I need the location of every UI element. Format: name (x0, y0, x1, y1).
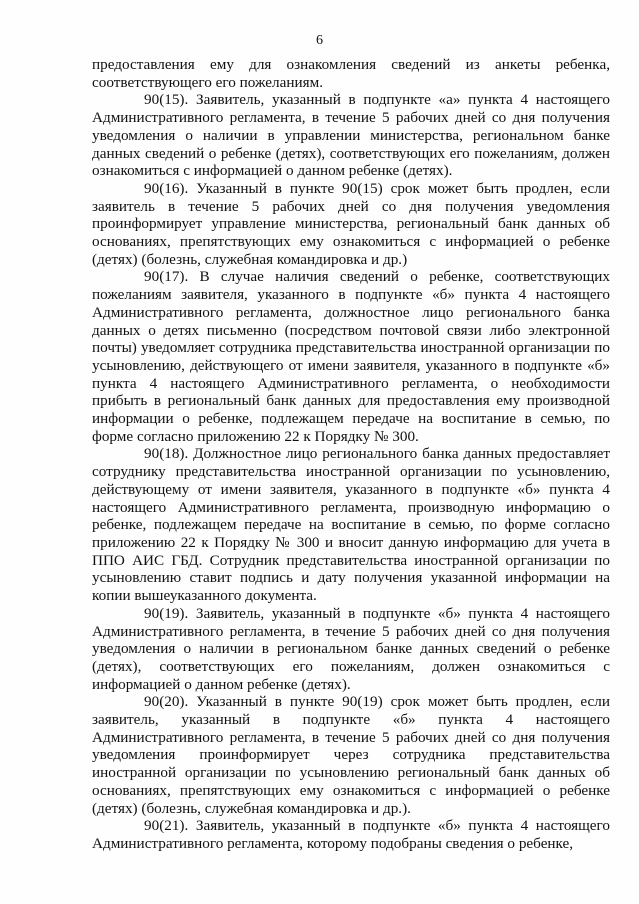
paragraph-continuation: предоставления ему для ознакомления сведений из анкеты ребенка, соответствующего его пожеланиям. (92, 56, 610, 91)
paragraph-90-17: 90(17). В случае наличия сведений о ребенке, соответствующих пожеланиям заявителя, указанного в подпункте «б» пункта 4 настоящего Административного регламента, должностное лицо регионального банка данных о детях письменно (посредством почтовой связи либо электронной почты) уведомляет сотрудника представительства иностранной организации по усыновлению, действующего от имени заявителя, указанного в подпункте «б» пункта 4 настоящего Административного регламента, о необходимости прибыть в региональный банк данных для предоставления ему производной информации о ребенке, подлежащем передаче на воспитание в семью, по форме согласно приложению 22 к Порядку № 300. (92, 268, 610, 445)
paragraph-90-20: 90(20). Указанный в пункте 90(19) срок может быть продлен, если заявитель, указанный в подпункте «б» пункта 4 настоящего Административного регламента, в течение 5 рабочих дней со дня получения уведомления проинформирует через сотрудника представительства иностранной организации по усыновлению региональный банк данных об основаниях, препятствующих ему ознакомиться с информацией о ребенке (детях) (болезнь, служебная командировка и др.). (92, 693, 610, 817)
page-number: 6 (316, 33, 323, 48)
document-body (92, 56, 610, 853)
paragraph-90-18: 90(18). Должностное лицо регионального банка данных предоставляет сотруднику представительства иностранной организации по усыновлению, действующему от имени заявителя, указанного в подпункте «б» пункта 4 настоящего Административного регламента, производную информацию о ребенке, подлежащем передаче на воспитание в семью, по форме согласно приложению 22 к Порядку № 300 и вносит данную информацию для учета в ППО АИС ГБД. Сотрудник представительства иностранной организации по усыновлению ставит подпись и дату получения указанной информации на копии вышеуказанного документа. (92, 445, 610, 605)
paragraph-90-16: 90(16). Указанный в пункте 90(15) срок может быть продлен, если заявитель в течение 5 рабочих дней со дня получения уведомления проинформирует управление министерства, региональный банк данных об основаниях, препятствующих ему ознакомиться с информацией о ребенке (детях) (болезнь, служебная командировка и др.) (92, 179, 610, 268)
paragraph-90-21: 90(21). Заявитель, указанный в подпункте «б» пункта 4 настоящего Административного регламента, которому подобраны сведения о ребенке, (92, 817, 610, 852)
paragraph-90-19: 90(19). Заявитель, указанный в подпункте «б» пункта 4 настоящего Административного регламента, в течение 5 рабочих дней со дня получения уведомления о наличии в региональном банке данных сведений о ребенке (детях), соответствующих его пожеланиям, должен ознакомиться с информацией о данном ребенке (детях). (92, 604, 610, 693)
paragraph-90-15: 90(15). Заявитель, указанный в подпункте «а» пункта 4 настоящего Административного регламента, в течение 5 рабочих дней со дня получения уведомления о наличии в управлении министерства, региональном банке данных сведений о ребенке (детях), соответствующих его пожеланиям, должен ознакомиться с информацией о данном ребенке (детях). (92, 91, 610, 180)
